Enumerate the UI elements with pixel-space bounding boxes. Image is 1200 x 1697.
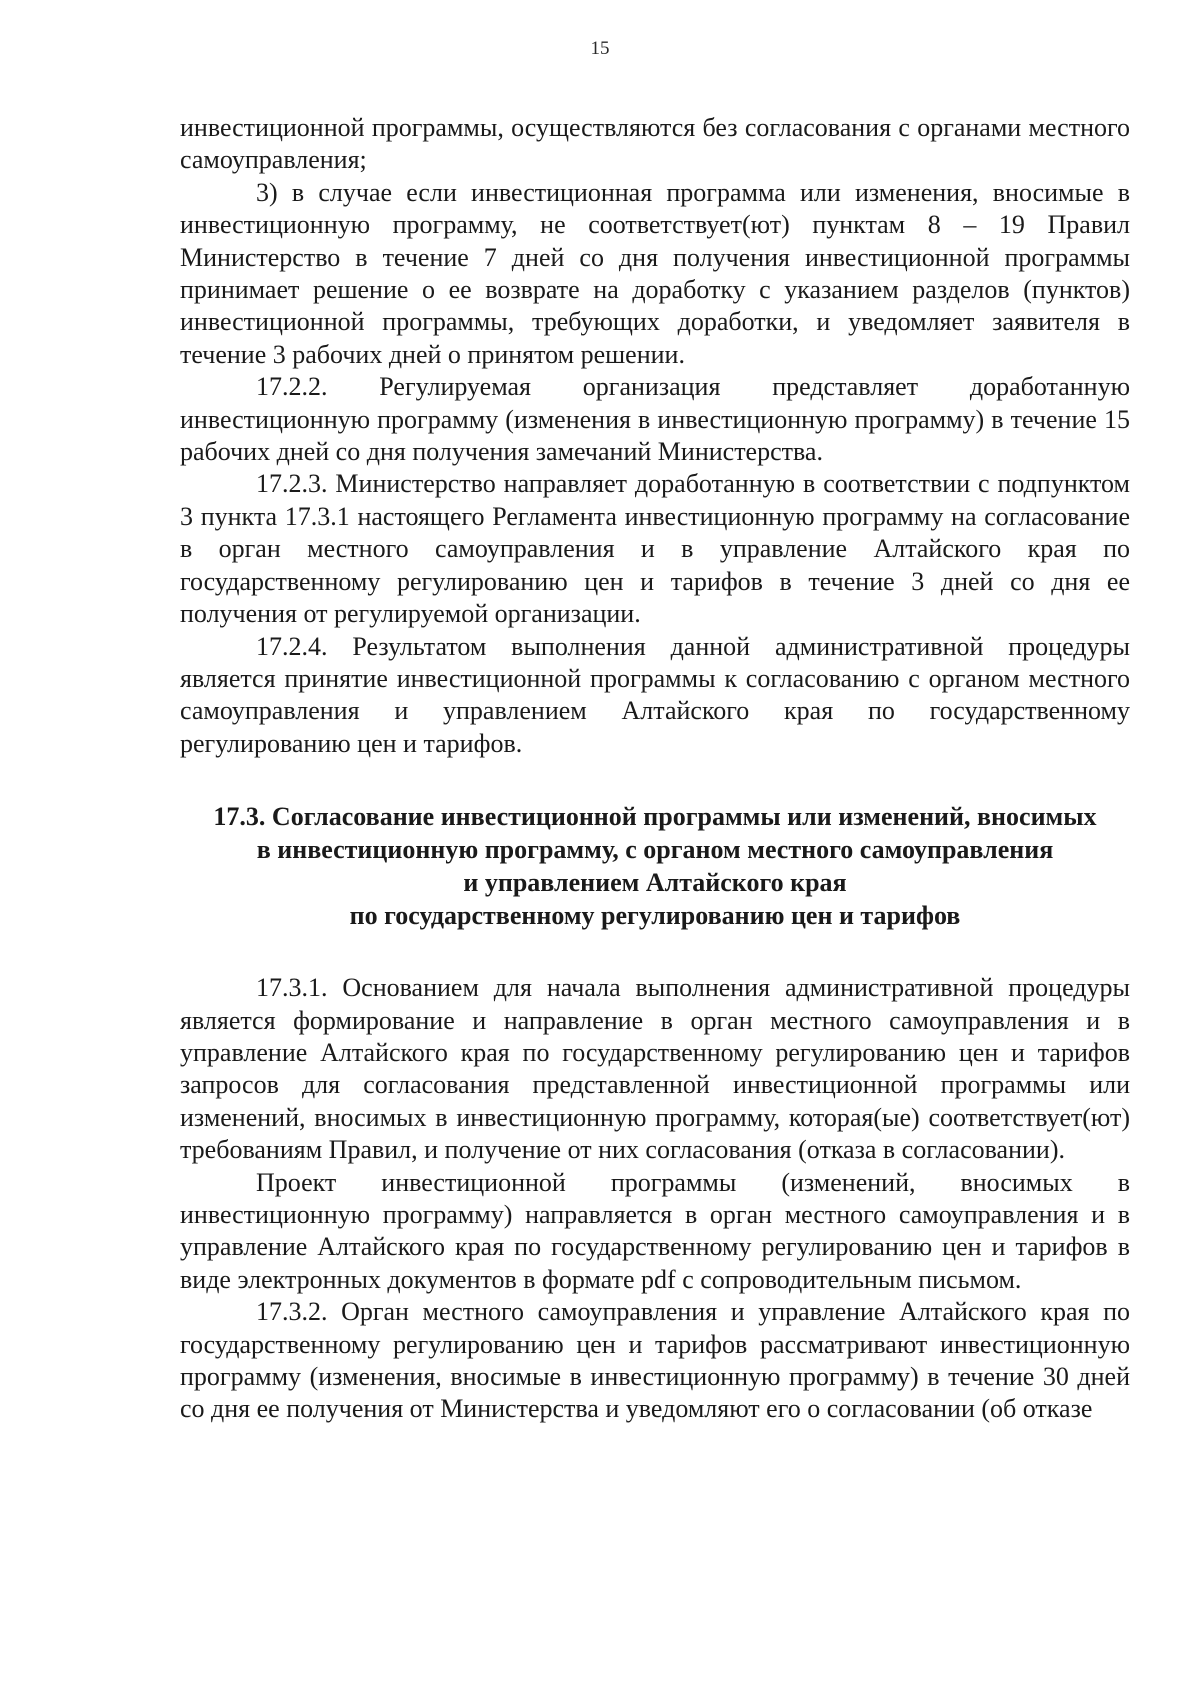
- paragraph-17-2-3: 17.2.3. Министерство направляет доработанную в соответствии с подпунктом 3 пункта 17.3.1 настоящего Регламента инвестиционную программу на согласование в орган местного самоуправления и в управление Алтайского края по государственному регулированию цен и тарифов в течение 3 дней со дня ее получения от регулируемой организации.: [180, 469, 1130, 629]
- section-heading-line-1: 17.3. Согласование инвестиционной программы или изменений, вносимых: [213, 802, 1097, 832]
- section-heading-line-3: и управлением Алтайского края: [463, 868, 847, 898]
- paragraph-17-2-2: 17.2.2. Регулируемая организация представляет доработанную инвестиционную программу (изменения в инвестиционную программу) в течение 15 рабочих дней со дня получения замечаний Министерства.: [180, 372, 1130, 467]
- paragraph-item-3: 3) в случае если инвестиционная программа или изменения, вносимые в инвестиционную программу, не соответствует(ют) пунктам 8 – 19 Правил Министерство в течение 7 дней со дня получения инвестиционной программы принимает решение о ее возврате на доработку с указанием разделов (пунктов) инвестиционной программы, требующих доработки, и уведомляет заявителя в течение 3 рабочих дней о принятом решении.: [180, 177, 1130, 369]
- paragraph-continuation: инвестиционной программы, осуществляются без согласования с органами местного самоуправления;: [180, 113, 1130, 175]
- paragraph-17-3-1: 17.3.1. Основанием для начала выполнения административной процедуры является формирование и направление в орган местного самоуправления и в управление Алтайского края по государственному регулированию цен и тарифов запросов для согласования представленной инвестиционной программы или изменений, вносимых в инвестиционную программу, которая(ые) соответствует(ют) требованиям Правил, и получение от них согласования (отказа в согласовании).: [180, 973, 1130, 1165]
- paragraph-project: Проект инвестиционной программы (изменений, вносимых в инвестиционную программу) направляется в орган местного самоуправления и в управление Алтайского края по государственному регулированию цен и тарифов в виде электронных документов в формате pdf с сопроводительным письмом.: [180, 1167, 1130, 1294]
- paragraph-17-3-2: 17.3.2. Орган местного самоуправления и управление Алтайского края по государственному регулированию цен и тарифов рассматривают инвестиционную программу (изменения, вносимые в инвестиционную программу) в течение 30 дней со дня ее получения от Министерства и уведомляют его о согласовании (об отказе: [180, 1297, 1130, 1424]
- section-heading-line-2: в инвестиционную программу, с органом местного самоуправления: [256, 835, 1054, 865]
- page-number: 15: [590, 38, 610, 59]
- section-heading-line-4: по государственному регулированию цен и тарифов: [349, 901, 961, 931]
- section-heading-17-3: [180, 800, 1130, 932]
- document-body: [180, 112, 1130, 1426]
- paragraph-17-2-4: 17.2.4. Результатом выполнения данной административной процедуры является принятие инвестиционной программы к согласованию с органом местного самоуправления и управлением Алтайского края по государственному регулированию цен и тарифов.: [180, 631, 1130, 758]
